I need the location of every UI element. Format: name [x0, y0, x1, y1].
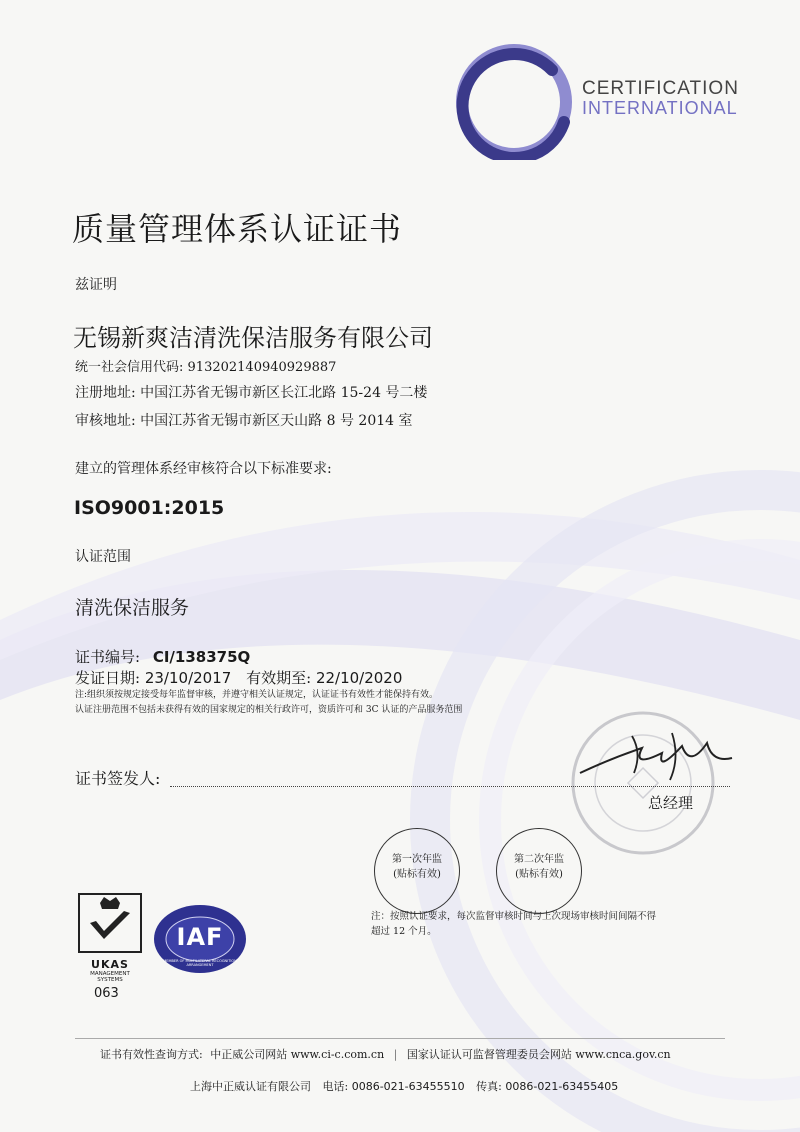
surveillance-note-line-1: 注：按照认证要求，每次监督审核时间与上次现场审核时间间隔不得 — [371, 911, 657, 922]
phone-value: 0086-021-63455510 — [351, 1080, 465, 1093]
credit-code-row — [75, 356, 336, 375]
fax-value: 0086-021-63455405 — [505, 1080, 619, 1093]
note-line-1: 注:组织须按规定接受每年监督审核，并遵守相关认证规定，认证证书有效性才能保持有效。 — [75, 690, 439, 700]
ukas-sub2: SYSTEMS — [97, 977, 123, 983]
brand-name-line1: CERTIFICATION — [582, 78, 739, 99]
audit-address-row — [75, 410, 413, 430]
credit-code-value-tail: 7 — [328, 360, 337, 375]
iaf-text: IAF — [176, 923, 224, 951]
iaf-logo — [152, 903, 248, 975]
conformity-statement: 建立的管理体系经审核符合以下标准要求: — [75, 461, 332, 477]
brand-name-line2: INTERNATIONAL — [582, 98, 738, 118]
audit-address-value: 中国江苏省无锡市新区天山路 8 号 2014 室 — [140, 413, 413, 429]
first-surveillance-note: (贴标有效) — [393, 869, 441, 880]
fax-label: 传真: — [476, 1080, 502, 1093]
cert-number-row — [75, 646, 250, 667]
contact-row — [190, 1078, 618, 1094]
registered-address-row — [75, 382, 427, 402]
credit-code-label: 统一社会信用代码: — [75, 360, 184, 375]
verify-cnca-site[interactable]: 国家认证认可监督管理委员会网站 www.cnca.gov.cn — [406, 1048, 671, 1061]
credit-code-value: 91320214094092988 — [187, 360, 329, 375]
issue-date-label: 发证日期: — [75, 669, 141, 687]
hereby-label: 兹证明 — [75, 277, 117, 293]
footer-company-name: 上海中正威认证有限公司 — [190, 1080, 311, 1093]
second-surveillance-note: (贴标有效) — [515, 869, 563, 880]
second-surveillance-stamp-area — [496, 828, 582, 914]
registered-address-label: 注册地址: — [75, 385, 136, 401]
surveillance-note-line-2: 超过 12 个月。 — [371, 926, 437, 937]
ukas-sub1: MANAGEMENT — [90, 971, 130, 977]
signature-icon — [572, 728, 742, 788]
phone-label: 电话: — [322, 1080, 349, 1093]
signatory-label: 证书签发人: — [75, 769, 161, 788]
verify-label: 证书有效性查询方式: — [100, 1048, 203, 1061]
footer-divider — [75, 1038, 725, 1039]
registered-address-value: 中国江苏省无锡市新区长江北路 15-24 号二楼 — [140, 385, 428, 401]
issue-date-value: 23/10/2017 — [144, 669, 232, 687]
iaf-ring-text: MEMBER OF MULTILATERAL RECOGNITION ARRANGEMENT — [163, 959, 237, 967]
scope-label: 认证范围 — [75, 549, 131, 565]
verify-row — [100, 1046, 671, 1062]
ukas-logo — [78, 893, 142, 985]
audit-address-label: 审核地址: — [75, 413, 136, 429]
ukas-crown-tick-icon — [78, 893, 142, 953]
scope-value: 清洗保洁服务 — [75, 597, 190, 619]
ukas-text: UKAS — [91, 958, 129, 971]
standard-name: ISO9001:2015 — [74, 497, 225, 519]
valid-until-label: 有效期至: — [246, 669, 312, 687]
cert-number-label: 证书编号: — [75, 648, 141, 666]
signature-dotted-line — [170, 786, 730, 787]
signatory-title: 总经理 — [648, 794, 694, 812]
first-surveillance-stamp-area — [374, 828, 460, 914]
second-surveillance-label: 第二次年监 — [514, 854, 564, 865]
valid-until-value: 22/10/2020 — [315, 669, 403, 687]
first-surveillance-label: 第一次年监 — [392, 854, 442, 865]
cert-number-value: CI/138375Q — [152, 648, 251, 666]
verify-company-site[interactable]: 中正威公司网站 www.ci-c.com.cn — [210, 1048, 385, 1061]
certification-international-logo-icon — [452, 40, 582, 160]
note-line-2: 认证注册范围不包括未获得有效的国家规定的相关行政许可，资质许可和 3C 认证的产品服务范围 — [75, 705, 463, 715]
company-name: 无锡新爽洁清洗保洁服务有限公司 — [73, 324, 433, 352]
dates-row — [75, 667, 402, 688]
verify-separator: | — [393, 1048, 398, 1061]
certificate-title: 质量管理体系认证证书 — [72, 210, 403, 248]
ukas-number: 063 — [94, 986, 119, 1001]
